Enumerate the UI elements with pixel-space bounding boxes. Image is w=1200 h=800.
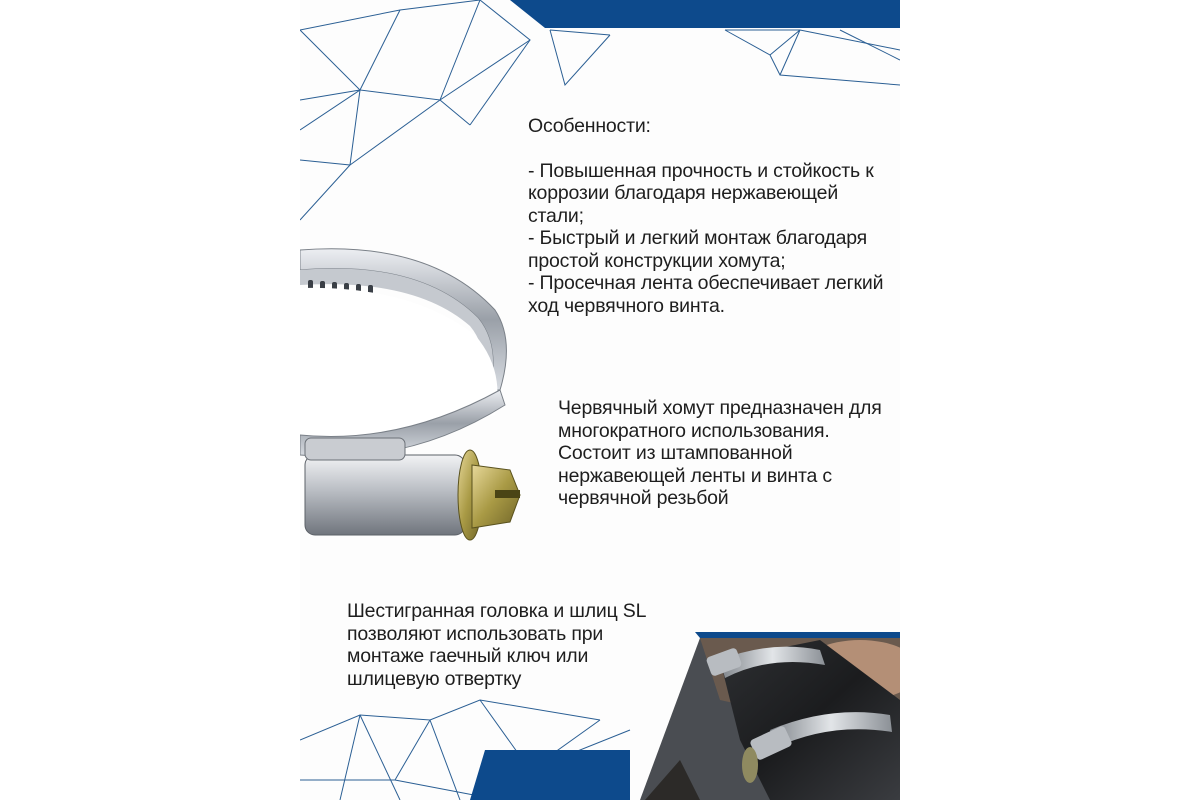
feature-item: - Просечная лента обеспечивает легкий ход червячного винта. — [528, 272, 884, 317]
feature-item: - Быстрый и легкий монтаж благодаря простой конструкции хомута; — [528, 227, 868, 272]
screw-head-note: Шестигранная головка и шлиц SL позволяют использовать при монтаже гаечный ключ или шлицевую отвертку — [347, 600, 647, 690]
features-block — [528, 115, 888, 317]
features-heading: Особенности: — [528, 115, 651, 137]
feature-item: - Повышенная прочность и стойкость к коррозии благодаря нержавеющей стали; — [528, 159, 874, 227]
product-description: Червячный хомут предназначен для многократного использования. Состоит из штампованной нержавеющей ленты и винта с червячной резьбой — [558, 397, 882, 509]
product-card — [300, 0, 900, 800]
